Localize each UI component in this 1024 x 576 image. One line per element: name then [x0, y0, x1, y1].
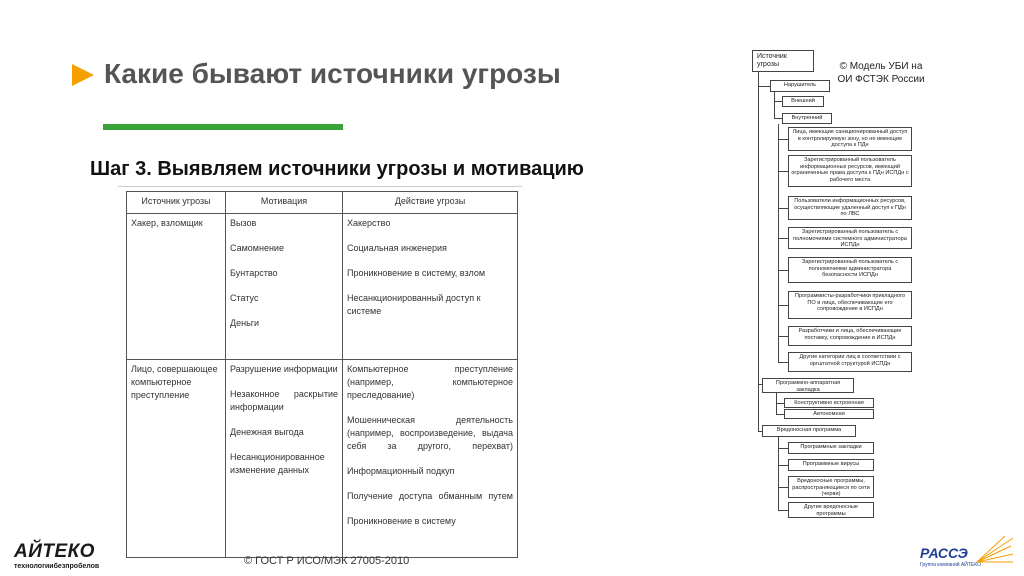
rasse-logo: РАССЭ: [920, 545, 968, 561]
source-cell: Лицо, совершающее компьютерное преступление: [127, 360, 226, 558]
tree-connector: [774, 92, 775, 118]
tree-connector: [774, 118, 782, 119]
tree-node-malware-item: Вредоносные программы, распространяющиеся по сети (черви): [788, 476, 874, 498]
action-item: Проникновение в систему: [347, 516, 456, 526]
action-item: Мошенническая деятельность (например, воспроизведение, выдача себя за другого, перехват): [347, 415, 513, 451]
action-item: Получение доступа обманным путем: [347, 491, 513, 501]
tree-node-internal-item: Зарегистрированный пользователь информационных ресурсов, имеющий ограниченные права доступа к ПДн ИСПДн с рабочего места: [788, 155, 912, 187]
motivation-item: Несанкционированное изменение данных: [230, 452, 325, 475]
column-header: Действие угрозы: [343, 192, 518, 214]
aiteko-logo-tagline: технологиибезпробелов: [14, 563, 100, 570]
column-header: Источник угрозы: [127, 192, 226, 214]
tree-connector: [778, 124, 779, 362]
tree-node-hw-item: Конструктивно встроенная: [784, 398, 874, 408]
tree-connector: [758, 86, 770, 87]
tree-connector: [774, 101, 782, 102]
action-cell: [343, 360, 518, 558]
title-arrow-icon: [72, 64, 94, 86]
action-item: Информационный подкуп: [347, 466, 455, 476]
tree-connector: [778, 171, 788, 172]
action-item: Проникновение в систему, взлом: [347, 268, 486, 278]
motivation-item: Вызов: [230, 218, 257, 228]
motivation-item: Бунтарство: [230, 268, 278, 278]
table-header-row: [127, 192, 518, 214]
tree-node-intruder: Нарушитель: [770, 80, 830, 92]
action-item: Компьютерное преступление (например, компьютерное преследование): [347, 364, 513, 400]
motivation-item: Статус: [230, 293, 259, 303]
divider: [118, 186, 522, 187]
tree-connector: [776, 403, 784, 404]
tree-connector: [778, 208, 788, 209]
tree-node-internal: Внутренний: [782, 113, 832, 124]
tree-connector: [778, 487, 788, 488]
tree-node-internal-item: Зарегистрированный пользователь с полномочиями администратора безопасности ИСПДн: [788, 257, 912, 283]
tree-connector: [778, 510, 788, 511]
source-cell: Хакер, взломщик: [127, 214, 226, 360]
motivation-cell: [226, 214, 343, 360]
rasse-logo-sunburst-icon: [975, 536, 1015, 566]
tree-connector: [776, 414, 784, 415]
action-item: Социальная инженерия: [347, 243, 447, 253]
tree-connector: [778, 238, 788, 239]
action-cell: [343, 214, 518, 360]
threat-sources-table: [126, 191, 518, 558]
rasse-logo-tagline: Группа компаний АЙТЕКО: [920, 562, 981, 568]
table-row: [127, 214, 518, 360]
tree-connector: [778, 139, 788, 140]
gost-reference: © ГОСТ Р ИСО/МЭК 27005-2010: [244, 555, 410, 567]
aiteko-logo: АЙТЕКО: [14, 541, 95, 562]
tree-node-external: Внешний: [782, 96, 824, 107]
tree-node-internal-item: Лица, имеющие санкционированный доступ в контролируемую зону, но не имеющие доступа к ПДн: [788, 127, 912, 151]
tree-node-internal-item: Другие категории лиц в соответствии с оргштатной структурой ИСПДн: [788, 352, 912, 372]
column-header: Мотивация: [226, 192, 343, 214]
tree-connector: [778, 270, 788, 271]
motivation-item: Самомнение: [230, 243, 284, 253]
tree-node-hw-item: Автономная: [784, 409, 874, 419]
step-heading: Шаг 3. Выявляем источники угрозы и мотивацию: [90, 158, 584, 180]
model-copyright: © Модель УБИ на ОИ ФСТЭК России: [837, 61, 925, 85]
tree-connector: [778, 336, 788, 337]
tree-node-internal-item: Разработчики и лица, обеспечивающие поставку, сопровождение в ИСПДн: [788, 326, 912, 346]
motivation-item: Денежная выгода: [230, 427, 304, 437]
tree-node-hw-bookmark: Программно-аппаратная закладка: [762, 378, 854, 393]
tree-connector: [778, 448, 788, 449]
tree-node-malware-item: Другие вредоносные программы: [788, 502, 874, 518]
motivation-item: Незаконное раскрытие информации: [230, 389, 338, 412]
motivation-cell: [226, 360, 343, 558]
action-item: Несанкционированный доступ к системе: [347, 293, 481, 316]
page-title: Какие бывают источники угрозы: [104, 58, 561, 89]
tree-node-malware-item: Программные закладки: [788, 442, 874, 454]
tree-root-node: Источник угрозы: [752, 50, 814, 72]
tree-node-malware-item: Программные вирусы: [788, 459, 874, 471]
table-row: [127, 360, 518, 558]
tree-node-internal-item: Программисты-разработчики прикладного ПО и лица, обеспечивающие его сопровождение в ИСПДн: [788, 291, 912, 319]
motivation-item: Деньги: [230, 318, 260, 328]
tree-node-malware: Вредоносная программа: [762, 425, 856, 437]
action-item: Хакерство: [347, 218, 391, 228]
title-underline: [103, 124, 343, 130]
tree-node-internal-item: Пользователи информационных ресурсов, осуществляющие удаленный доступ к ПДн по ЛВС: [788, 196, 912, 220]
tree-node-internal-item: Зарегистрированный пользователь с полномочиями системного администратора ИСПДн: [788, 227, 912, 249]
tree-connector: [778, 465, 788, 466]
tree-connector: [758, 70, 759, 432]
tree-connector: [778, 362, 788, 363]
tree-connector: [778, 305, 788, 306]
motivation-item: Разрушение информации: [230, 364, 338, 374]
